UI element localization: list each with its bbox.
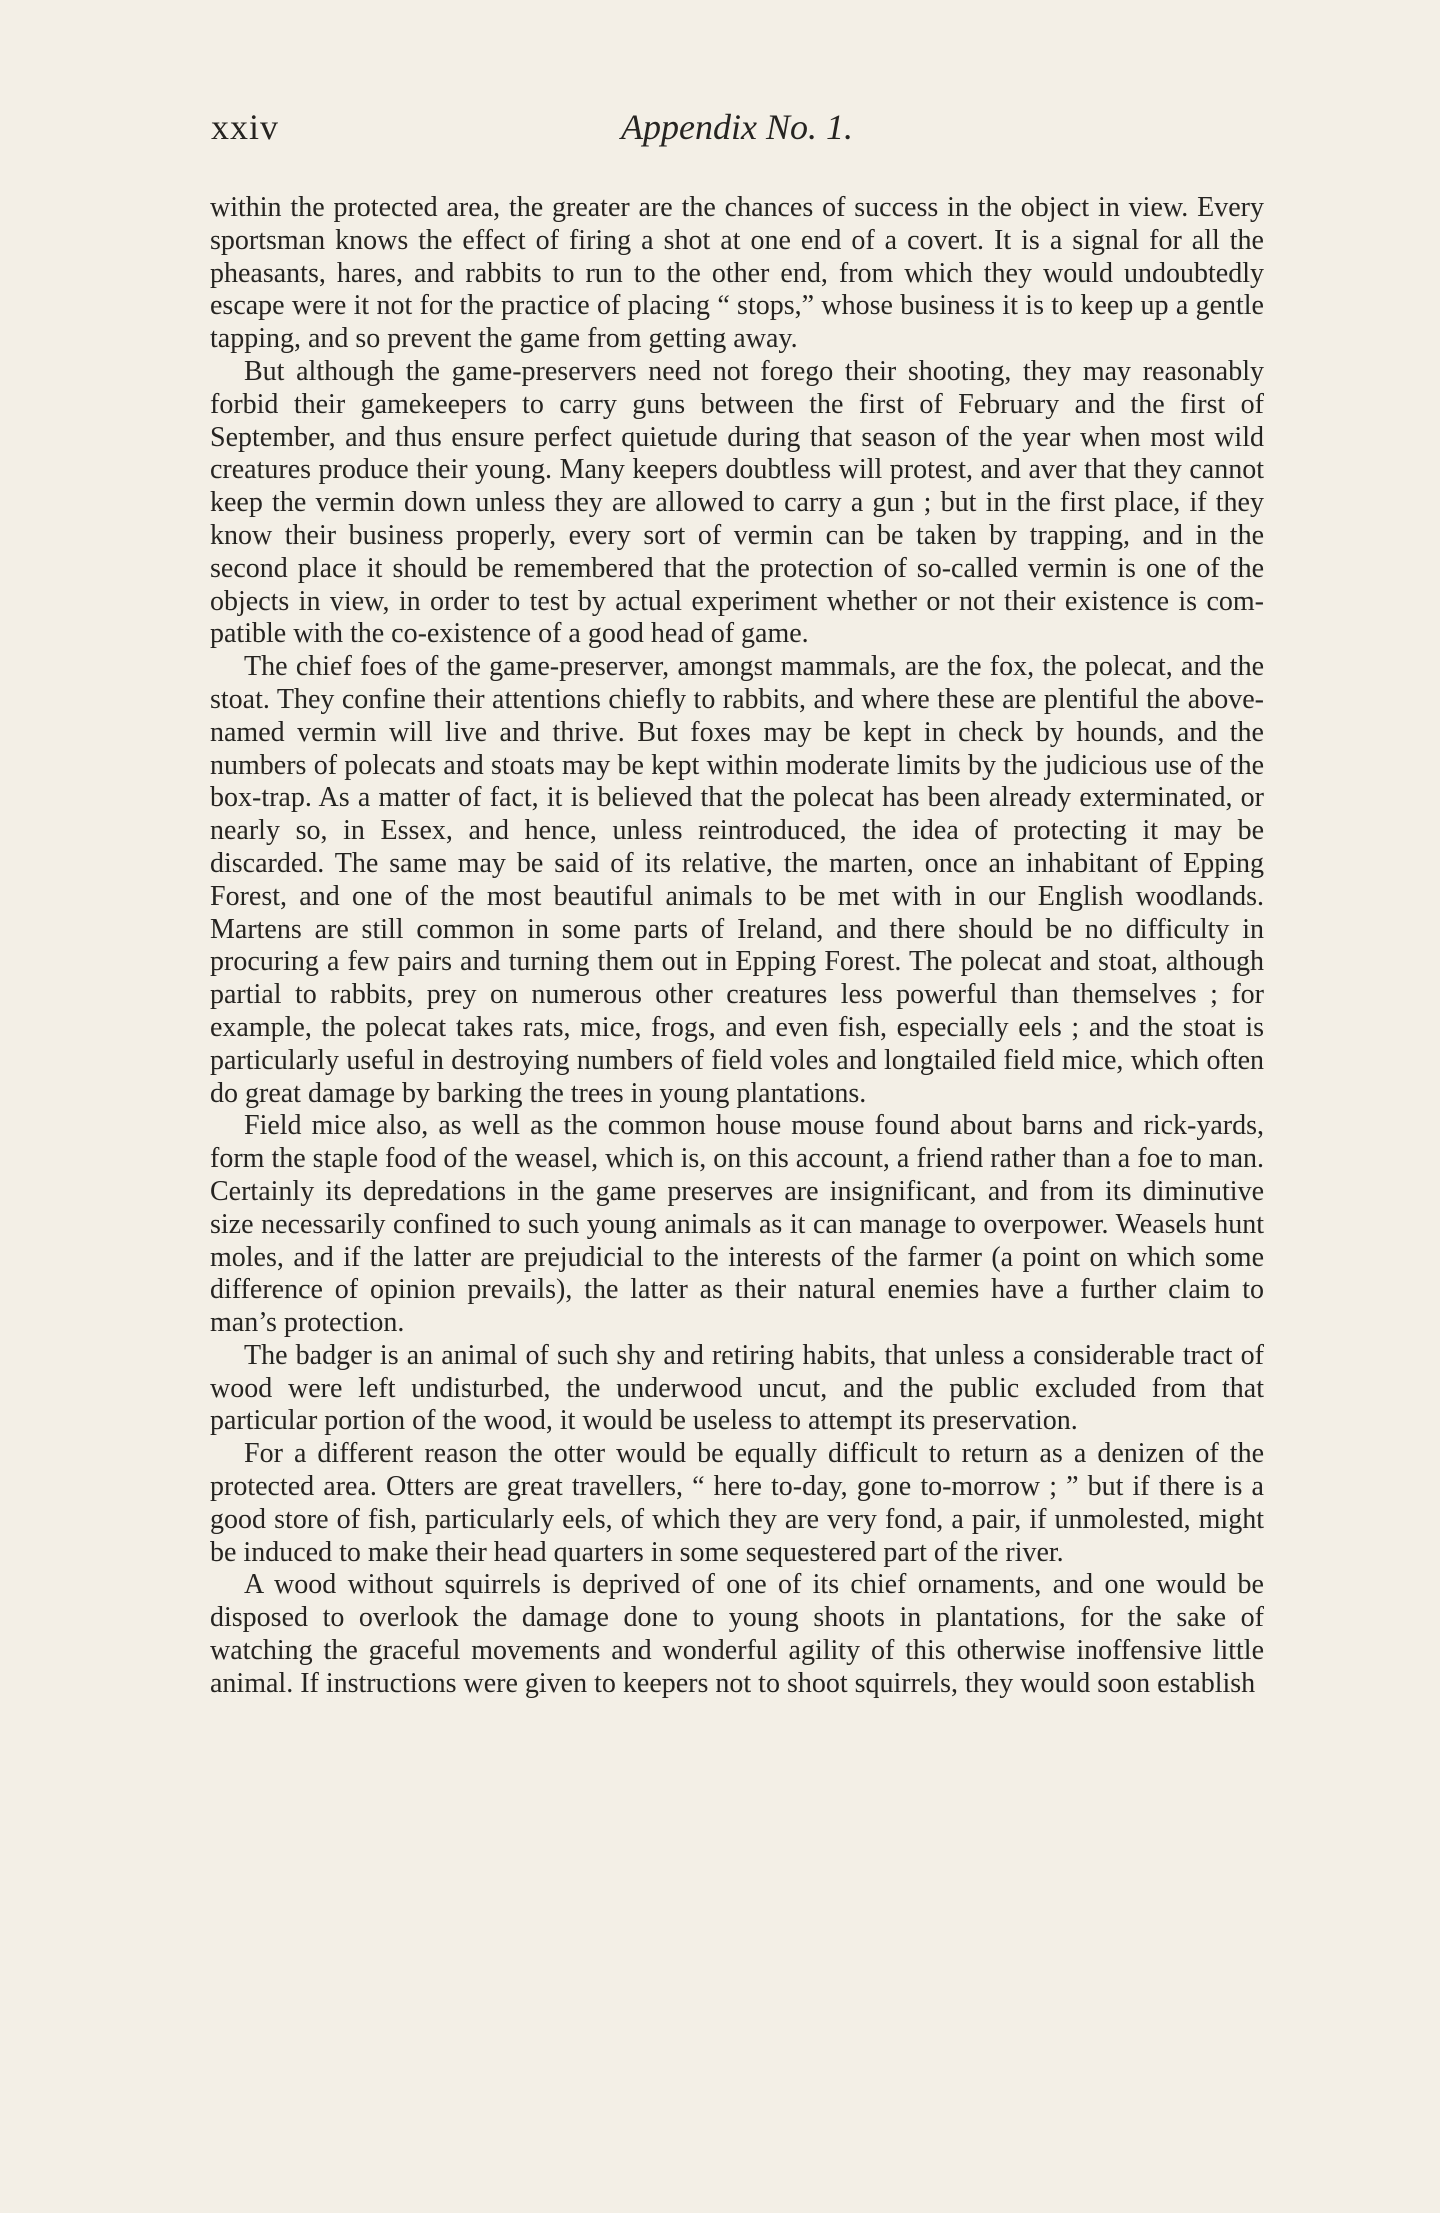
paragraph: For a different reason the otter would be equally difficult to return as a denizen of the protected area. Otters are great travellers, “ here to-day, gone to-morrow ; ” but if there is a good store of fish, particularly eels, of which they are very fond, a pair, if unmolested, might be induced to make their head quarters in some sequestered part of the river. xyxy=(210,1438,1264,1568)
paragraph: But although the game-preservers need not forego their shooting, they may reasonably forbid their gamekeepers to carry guns between the first of February and the first of September, and thus ensure perfect quietude during that season of the year when most wild creatures produce their young. Many keepers doubtless will protest, and aver that they cannot keep the vermin down unless they are allowed to carry a gun ; but in the first place, if they know their business properly, every sort of vermin can be taken by trapping, and in the second place it should be remembered that the protection of so-called vermin is one of the objects in view, in order to test by actual experiment whether or not their existence is compatible with the co-existence of a good head of game. xyxy=(210,355,1264,650)
running-title: Appendix No. 1. xyxy=(621,107,853,147)
page-header xyxy=(211,104,1263,150)
paragraph: Field mice also, as well as the common house mouse found about barns and rick-yards, form the staple food of the weasel, which is, on this account, a friend rather than a foe to man. Certainly its depredations in the game preserves are insignificant, and from its diminutive size necessarily confined to such young animals as it can manage to overpower. Weasels hunt moles, and if the latter are prejudicial to the interests of the farmer (a point on which some difference of opinion prevails), the latter as their natural enemies have a further claim to man’s protection. xyxy=(210,1110,1264,1339)
paragraph: The badger is an animal of such shy and retiring habits, that unless a considerable tract of wood were left undisturbed, the underwood uncut, and the public excluded from that particular portion of the wood, it would be useless to attempt its preservation. xyxy=(210,1339,1264,1437)
paragraph: within the protected area, the greater are the chances of success in the object in view. Every sportsman knows the effect of firing a shot at one end of a covert. It is a signal for all the pheasants, hares, and rabbits to run to the other end, from which they would undoubtedly escape were it not for the practice of placing “ stops,” whose business it is to keep up a gentle tapping, and so prevent the game from getting away. xyxy=(210,192,1264,355)
paragraph: A wood without squirrels is deprived of one of its chief ornaments, and one would be disposed to overlook the damage done to young shoots in plantations, for the sake of watching the graceful movements and wonderful agility of this otherwise inoffensive little animal. If instructions were given to keepers not to shoot squirrels, they would soon establish xyxy=(210,1569,1264,1699)
body-text xyxy=(210,192,1264,1701)
page-number: xxiv xyxy=(211,107,280,147)
paragraph: The chief foes of the game-preserver, amongst mammals, are the fox, the polecat, and the stoat. They confine their attentions chiefly to rabbits, and where these are plentiful the above-named vermin will live and thrive. But foxes may be kept in check by hounds, and the numbers of polecats and stoats may be kept within moderate limits by the judicious use of the box-trap. As a matter of fact, it is believed that the polecat has been already exterminated, or nearly so, in Essex, and hence, unless reintroduced, the idea of protecting it may be discarded. The same may be said of its relative, the marten, once an inhabitant of Epping Forest, and one of the most beautiful animals to be met with in our English woodlands. Martens are still common in some parts of Ireland, and there should be no difficulty in procuring a few pairs and turning them out in Epping Forest. The polecat and stoat, although partial to rabbits, prey on numerous other creatures less powerful than themselves ; for example, the polecat takes rats, mice, frogs, and even fish, especially eels ; and the stoat is particularly useful in destroying numbers of field voles and longtailed field mice, which often do great damage by barking the trees in young plantations. xyxy=(210,651,1264,1109)
